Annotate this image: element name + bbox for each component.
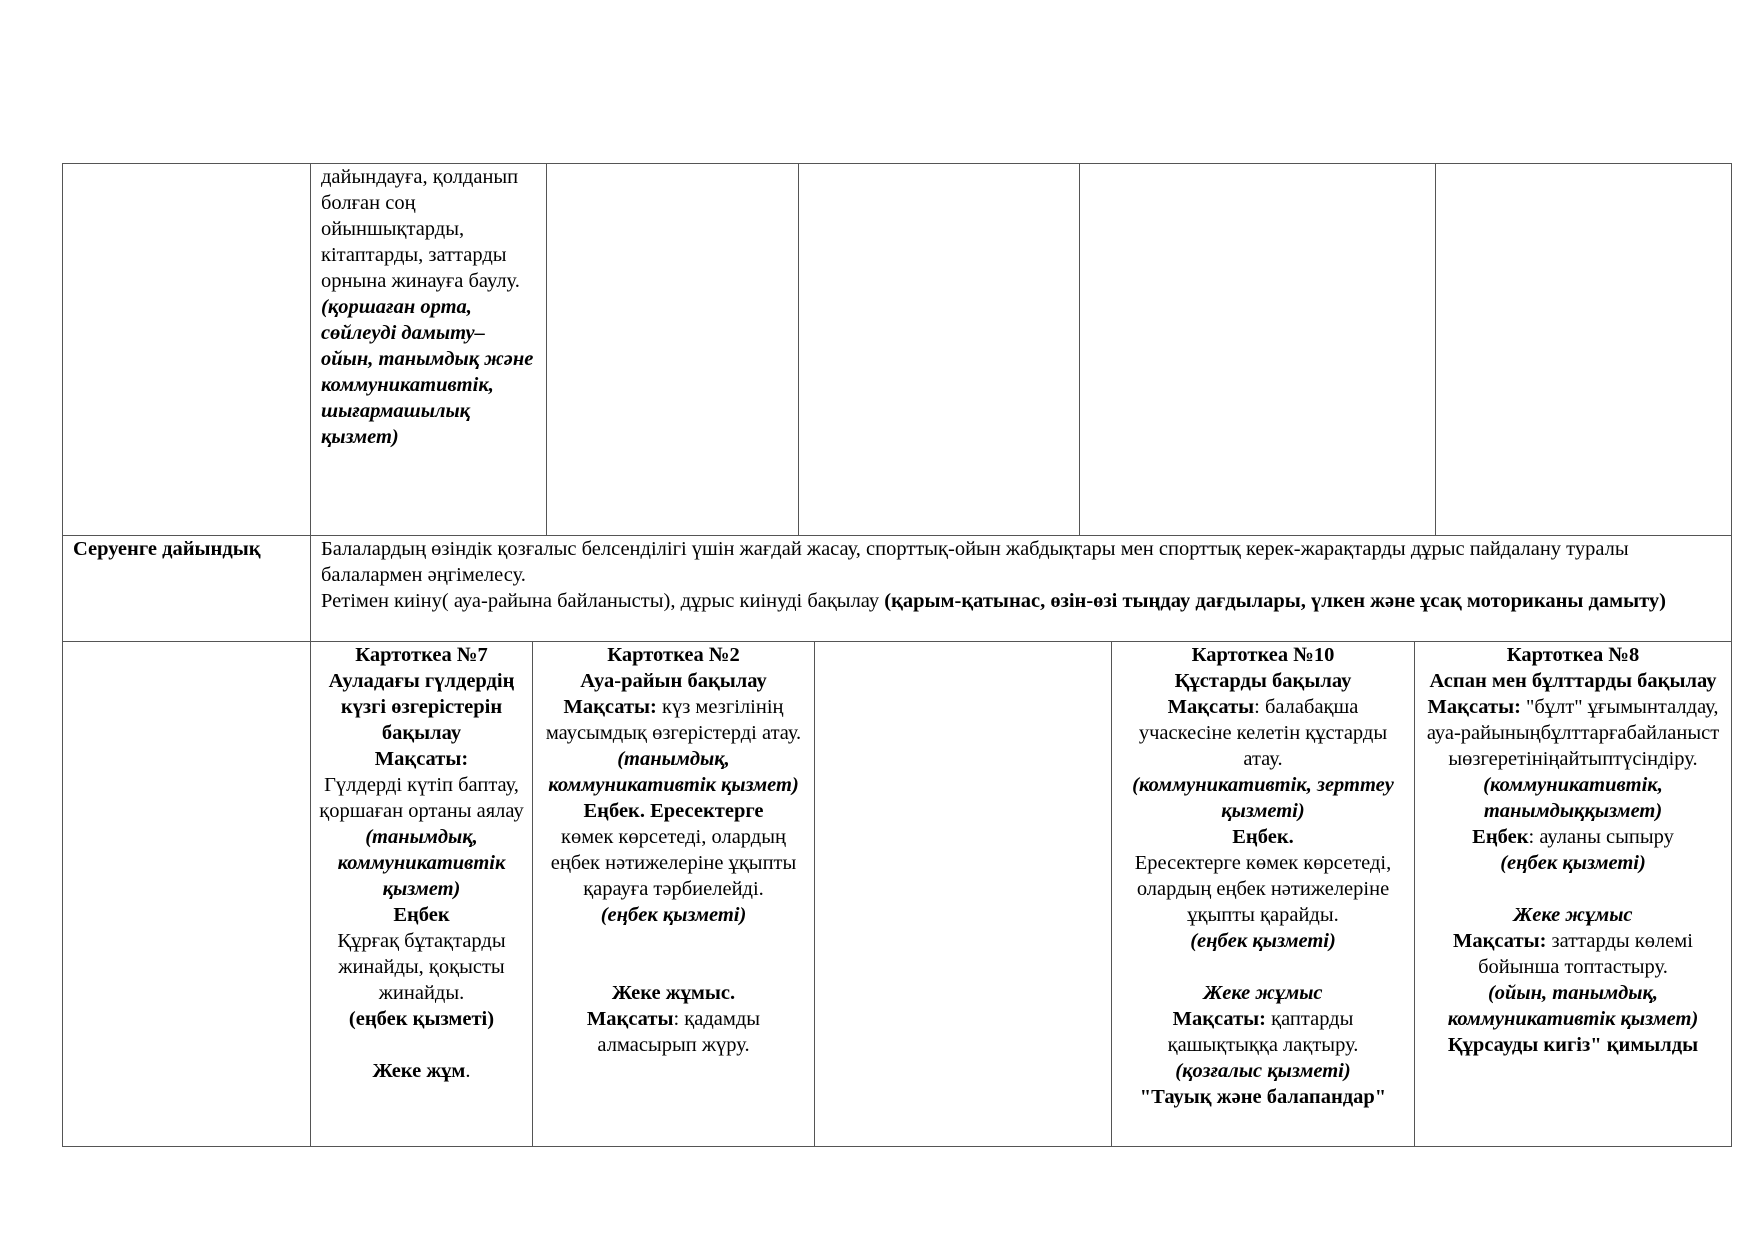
table-row [63, 164, 1732, 536]
work-text: : ауланы сыпыру [1528, 826, 1674, 848]
individual-dot: . [465, 1060, 471, 1082]
card-subtitle: Ауладағы гүлдердің күзгі өзгерістерін бақылау [328, 670, 515, 744]
activity-tag: (коммуникативтік, зерттеу қызметі) [1132, 774, 1394, 822]
goal2-label: Мақсаты: [1453, 930, 1547, 952]
card-subtitle: Құстарды бақылау [1174, 670, 1352, 692]
plan-table-walk [62, 641, 1732, 1147]
goal2-text: заттарды көлемі бойынша топтастыру. [1478, 930, 1693, 978]
activity-tag: (танымдық, коммуникативтік қызмет) [337, 826, 506, 900]
goal2-label: Мақсаты [586, 1008, 674, 1030]
row-label-cell [63, 164, 311, 536]
empty-card-cell [815, 642, 1112, 1147]
activity-tag: (танымдық, коммуникативтік қызмет) [548, 748, 799, 796]
walk-prep-text2: Ретімен киіну( ауа-райына байланысты), дұрыс киінуді бақылау [321, 590, 880, 612]
work-tag: (еңбек қызметі) [1500, 852, 1646, 874]
movement-tag: (қозғалыс қызметі) [1175, 1060, 1351, 1082]
card-subtitle: Ауа-райын бақылау [580, 670, 767, 692]
work-tag: (еңбек қызметі) [348, 1008, 495, 1030]
goal2-text: : қадамды алмасырып жүру. [597, 1008, 761, 1056]
walk-prep-text1: Балалардың өзіндік қозғалыс белсенділігі үшін жағдай жасау, спорттық-ойын жабдықтары мен спорттық керек-жарақтарды дұрыс пайдалану туралы балалармен әңгімелесу. [321, 538, 1629, 586]
goal-text: "бұлт" ұғымынталдау,ауа-райыныңбұлттарғабайланыстыөзгеретініңайтыптүсіндіру. [1426, 696, 1720, 770]
goal2-label: Мақсаты: [1172, 1008, 1266, 1030]
card-7-cell [311, 642, 533, 1147]
card-10-cell [1112, 642, 1415, 1147]
row1-col3-cell [547, 164, 799, 536]
row1-col2-tag: (қоршаған орта, сөйлеуді дамыту– ойын, танымдық және коммуникативтік, шығармашылық қызмет) [321, 296, 534, 448]
card-title: Картоткеа №8 [1506, 644, 1640, 666]
game-name: "Тауық және балапандар" [1139, 1086, 1387, 1108]
row1-col6-cell [1436, 164, 1732, 536]
row1-col4-cell [799, 164, 1080, 536]
plan-table-walk-prep [62, 535, 1732, 642]
individual-label: Жеке жұмыс. [611, 982, 736, 1004]
walk-prep-label: Серуенге дайындық [73, 538, 261, 560]
table-row [63, 642, 1732, 1147]
card-2-cell [533, 642, 815, 1147]
goal-text: : балабақша учаскесіне келетін құстарды атау. [1138, 696, 1388, 770]
individual-label: Жеке жұм [372, 1060, 466, 1082]
goal-text: күз мезгілінің маусымдық өзгерістерді атау. [545, 696, 802, 744]
goal-text: Гүлдерді күтіп баптау, қоршаған ортаны аялау [319, 774, 524, 822]
work-tag: (еңбек қызметі) [600, 904, 747, 926]
plan-table-top [62, 163, 1732, 536]
row1-col2-cell [311, 164, 547, 536]
goal-label: Мақсаты: [374, 748, 469, 770]
work-text: Құрғақ бұтақтарды жинайды, қоқысты жинайды. [337, 930, 506, 1004]
walk-prep-content-cell [311, 536, 1732, 642]
work-label: Еңбек. [1232, 826, 1294, 848]
card-title: Картоткеа №10 [1191, 644, 1335, 666]
goal-label: Мақсаты: [563, 696, 657, 718]
table-row [63, 536, 1732, 642]
walk-prep-text2-bold: (қарым-қатынас, өзін-өзі тыңдау дағдылары, үлкен және ұсақ моториканы дамыту) [884, 590, 1667, 612]
goal-label: Мақсаты: [1427, 696, 1521, 718]
card-subtitle: Аспан мен бұлттарды бақылау [1429, 670, 1717, 692]
work-label: Еңбек. Ересектерге [583, 800, 764, 822]
work-label: Еңбек [393, 904, 450, 926]
work-text: көмек көрсетеді, олардың еңбек нәтижелеріне ұқыпты қарауға тәрбиелейді. [550, 826, 797, 900]
activity-tag-2: (ойын, танымдық, коммуникативтік қызмет) [1447, 982, 1699, 1030]
row1-col5-cell [1080, 164, 1436, 536]
game-name: Құрсауды кигіз" қимылды [1447, 1034, 1699, 1056]
goal-label: Мақсаты [1167, 696, 1255, 718]
card-title: Картоткеа №2 [607, 644, 740, 666]
card-8-cell [1415, 642, 1732, 1147]
work-tag: (еңбек қызметі) [1190, 930, 1336, 952]
individual-label: Жеке жұмыс [1203, 982, 1323, 1004]
row1-col2-text: дайындауға, қолданып болған соң ойыншықтарды, кітаптарды, заттарды орнына жинауға баулу. [321, 166, 520, 292]
activity-tag: (коммуникативтік, танымдыққызмет) [1483, 774, 1663, 822]
work-label: Еңбек [1472, 826, 1529, 848]
work-text: Ересектерге көмек көрсетеді, олардың еңбек нәтижелеріне ұқыпты қарайды. [1134, 852, 1392, 926]
individual-label: Жеке жұмыс [1513, 904, 1633, 926]
walk-label-cell [63, 642, 311, 1147]
walk-prep-label-cell [63, 536, 311, 642]
card-title: Картоткеа №7 [355, 644, 488, 666]
goal2-text: қаптарды қашықтыққа лақтыру. [1167, 1008, 1359, 1056]
